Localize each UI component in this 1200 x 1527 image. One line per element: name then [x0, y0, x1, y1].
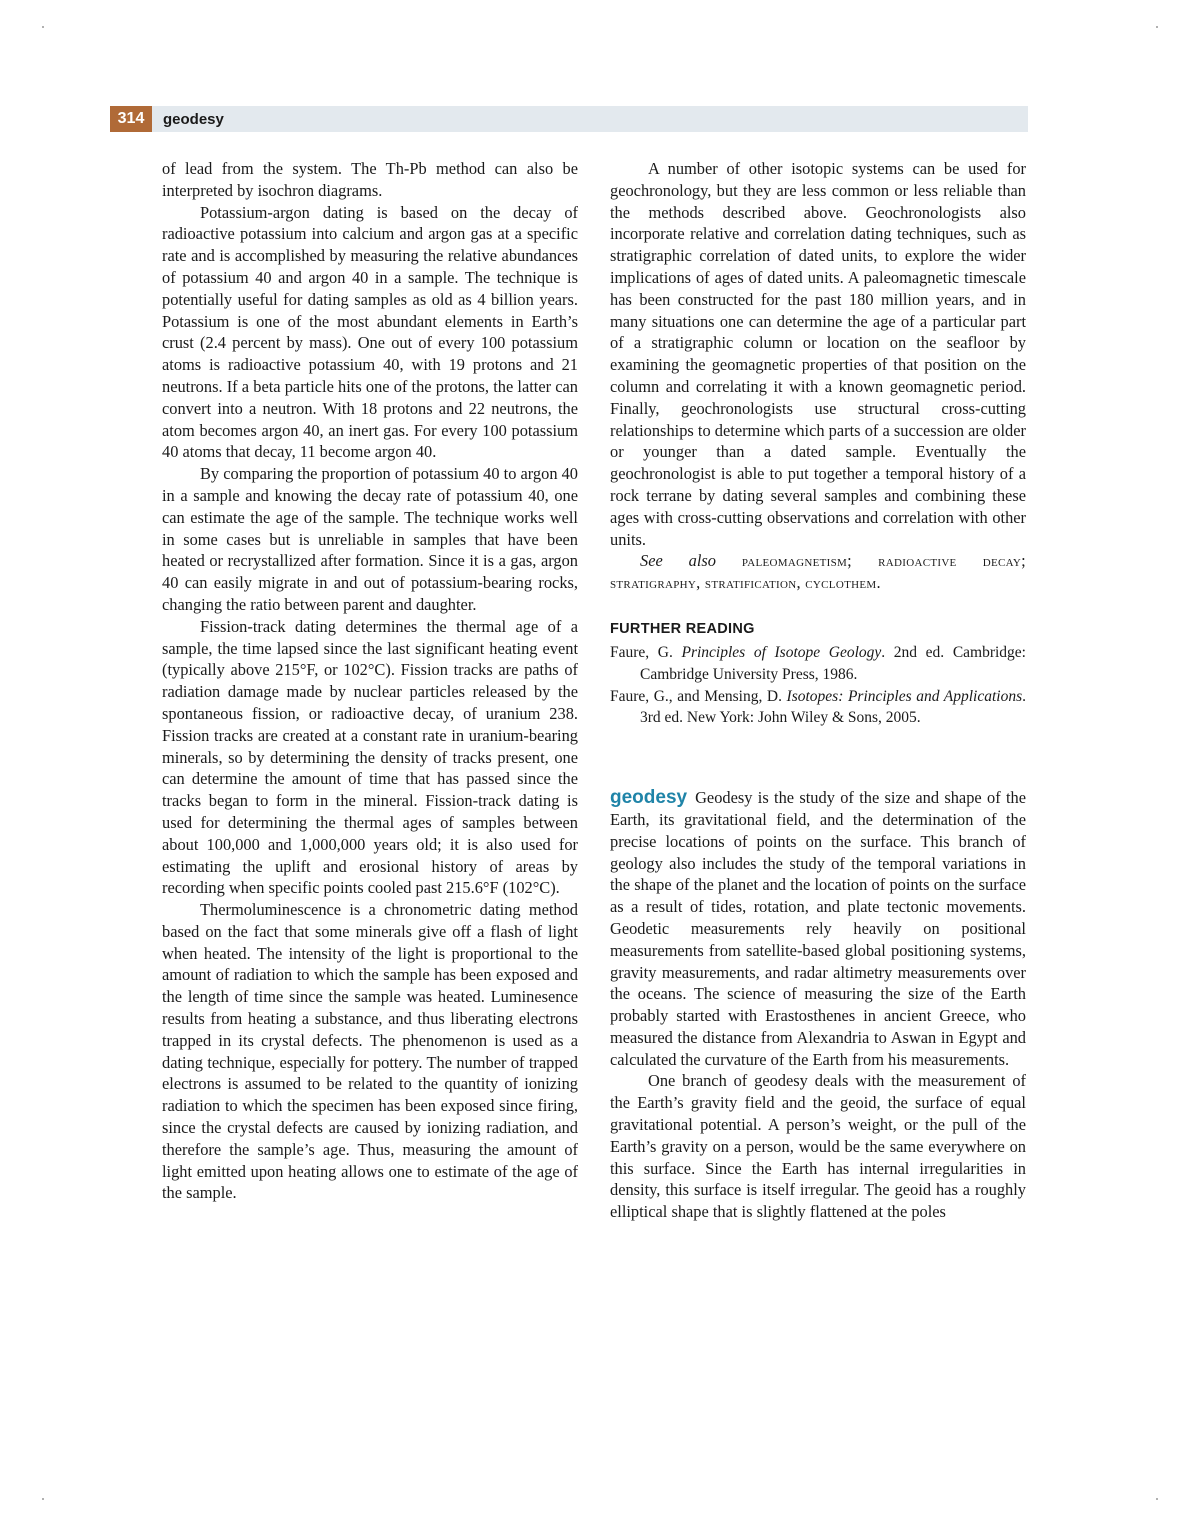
geodesy-entry — [610, 787, 1026, 1223]
see-also-label: See also — [640, 551, 716, 571]
page-number: 314 — [110, 106, 152, 132]
crop-mark-bottom-left — [42, 1498, 44, 1500]
paragraph: of lead from the system. The Th-Pb method can also be interpreted by isochron diagrams. — [162, 159, 578, 200]
reading-entry-publication: . 2nd ed. Cambridge: Cambridge University Press, 1986. — [640, 643, 1026, 683]
running-header-bar — [110, 106, 1028, 132]
right-column — [610, 158, 1026, 1223]
reading-entry-title: Isotopes: Principles and Applications — [786, 687, 1023, 705]
paragraph: Fission-track dating determines the thermal age of a sample, the time lapsed since the last significant heating event (typically above 215°F, or 102°C). Fission tracks are paths of radiation damage made by nuclear particles released by the spontaneous fission, or radioactive decay, of uranium 238. Fission tracks are created at a constant rate in uranium-bearing minerals, so by determining the density of tracks present, one can determine the amount of time that has passed since the tracks began to form in the mineral. Fission-track dating is used for determining the thermal ages of samples between about 100,000 and 1,000,000 years old; it is also used for estimating the uplift and erosional history of areas by recording when specific points cooled past 215.6°F (102°C). — [162, 616, 578, 898]
further-reading-heading: FURTHER READING — [610, 620, 755, 637]
paragraph: Thermoluminescence is a chronometric dating method based on the fact that some minerals give off a flash of light when heated. The intensity of the light is proportional to the amount of radiation to which the sample has been exposed and the length of time since the sample was heated. Luminesence results from heating a substance, and thus liberating electrons trapped in its crystal defects. The phenomenon is used as a dating technique, especially for pottery. The number of trapped electrons is assumed to be related to the quantity of ionizing radiation to which the specimen has been exposed since firing, since the crystal defects are caused by ionizing radiation, and therefore the sample’s age. Thus, measuring the amount of light emitted upon heating allows one to estimate of the age of the sample. — [162, 900, 578, 1203]
reading-entry-author: Faure, G., and Mensing, D. — [610, 687, 787, 705]
crop-mark-bottom-right — [1156, 1498, 1158, 1500]
entry-headword: geodesy — [610, 787, 688, 809]
crop-mark-top-left — [42, 26, 44, 28]
see-also-refs: paleomagnetism; radioactive decay; stratigraphy, stratification, cyclothem. — [610, 551, 1026, 593]
reading-entry — [610, 686, 1026, 730]
paragraph: Potassium-argon dating is based on the decay of radioactive potassium into calcium and argon gas at a specific rate and is accomplished by measuring the relative abundances of potassium 40 and argon 40 in a sample. The technique is potentially useful for dating samples as old as 4 billion years. Potassium is one of the most abundant elements in Earth’s crust (2.4 percent by mass). One out of every 100 potassium atoms is radioactive potassium 40, with 19 protons and 21 neutrons. If a beta particle hits one of the protons, the latter can convert into a neutron. With 18 protons and 22 neutrons, the atom becomes argon 40, an inert gas. For every 100 potassium 40 atoms that decay, 11 become argon 40. — [162, 202, 578, 462]
reading-entry — [610, 642, 1026, 686]
entry-lead-text: Geodesy is the study of the size and shape of the Earth, its gravitational field, and the determination of the precise locations of points on the surface. This branch of geology also includes the study of the temporal variations in the shape of the planet and the location of points on the surface as a result of tides, rotation, and plate tectonic movements. Geodetic measurements rely heavily on positional measurements from satellite-based global positioning systems, gravity measurements, and radar altimetry measurements over the oceans. The science of measuring the size of the Earth probably started with Erastosthenes in ancient Greece, who measured the distance from Alexandria to Aswan in Egypt and calculated the curvature of the Earth from his measurements. — [610, 788, 1026, 1069]
reading-entry-publication: . 3rd ed. New York: John Wiley & Sons, 2005. — [640, 687, 1026, 727]
paragraph — [610, 787, 1026, 1070]
reading-entry-author: Faure, G. — [610, 643, 682, 661]
running-head-title: geodesy — [163, 111, 224, 128]
paragraph: A number of other isotopic systems can be used for geochronology, but they are less common or less reliable than the methods described above. Geochronologists also incorporate relative and correlation dating techniques, such as stratigraphic correlation of dated units, to explore the wider implications of ages of dated units. A paleomagnetic timescale has been constructed for the past 180 million years, and in many situations one can determine the age of a particular part of a stratigraphic column or location on the seafloor by examining the geomagnetic properties of that position on the column and correlating it with a known geomagnetic period. Finally, geochronologists use structural cross-cutting relationships to determine which parts of a succession are older or younger than a dated sample. Eventually the geochronologist is able to put together a temporal history of a rock terrane by dating several samples and combining these ages with cross-cutting observations and correlation with other units. — [610, 159, 1026, 549]
left-column — [162, 158, 578, 1204]
paragraph: By comparing the proportion of potassium 40 to argon 40 in a sample and knowing the decay rate of potassium 40, one can estimate the age of the sample. The technique works well in some cases but is unreliable in samples that have been heated or recrystallized after formation. Since it is a gas, argon 40 can easily migrate in and out of potassium-bearing rocks, changing the ratio between parent and daughter. — [162, 464, 579, 614]
see-also — [610, 550, 1026, 594]
reading-entry-title: Principles of Isotope Geology — [681, 643, 882, 661]
paragraph: One branch of geodesy deals with the measurement of the Earth’s gravity field and the geoid, the surface of equal gravitational potential. A person’s weight, or the pull of the Earth’s gravity on a person, would be the same everywhere on this surface. Since the Earth has internal irregularities in density, this surface is itself irregular. The geoid has a roughly elliptical shape that is slightly flattened at the poles — [610, 1071, 1026, 1222]
crop-mark-top-right — [1156, 26, 1158, 28]
